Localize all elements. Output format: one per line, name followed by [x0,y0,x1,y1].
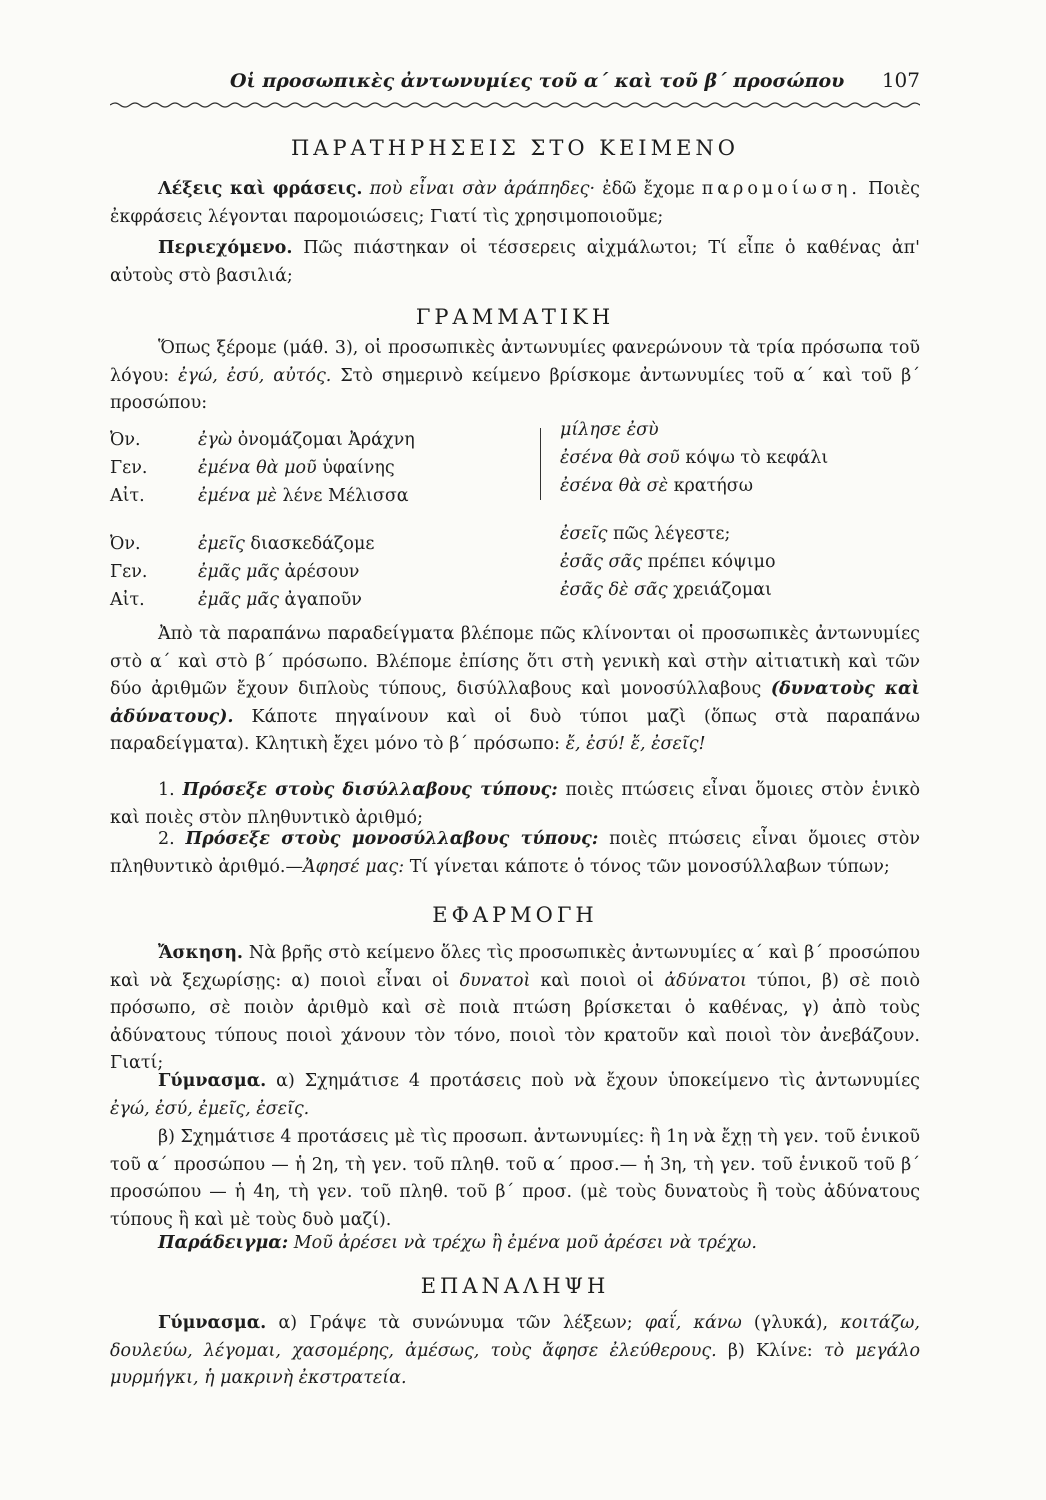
words-phrases-paragraph [110,176,920,231]
gym-a-pronouns: ἐγώ, ἐσύ, ἐμεῖς, ἐσεῖς. [110,1098,310,1119]
grammar-intro-pronouns: ἐγώ, ἐσύ, αὐτός. [178,365,332,386]
pronoun-example-right: ἐσένα θὰ σοῦ κόψω τὸ κεφάλι [560,448,829,468]
note1-number: 1. [158,780,175,800]
explain-vocative: ἔ, ἐσύ! ἔ, ἐσεῖς! [565,734,706,754]
note2-label: Πρόσεξε στοὺς μονοσύλλαβους τύπους: [185,829,599,849]
note2-number: 2. [158,829,175,849]
words-question: Ποιὲς ἐκφράσεις λέγονται παρομοιώσεις; Γιατί τὶς χρησιμοποιοῦμε; [110,179,920,227]
note1-text: ποιὲς πτώσεις εἶναι ὅμοιες στὸν ἑνικὸ καὶ ποιὲς στὸν πληθυντικὸ ἀριθμό; [110,780,920,828]
content-label: Περιεχόμενο. [158,238,293,258]
example-text: Μοῦ ἀρέσει νὰ τρέχω ἢ ἐμένα μοῦ ἀρέσει νὰ τρέχω. [293,1233,757,1253]
pronoun-example-right: ἐσᾶς δὲ σᾶς χρειάζομαι [560,580,772,600]
gym-label: Γύμνασμα. [158,1071,267,1091]
case-label: Γεν. [110,562,148,582]
note1-label: Πρόσεξε στοὺς δισύλλαβους τύπους: [182,780,558,800]
exercise-label: Ἄσκηση. [158,943,244,963]
pronoun-example-right: μίλησε ἐσὺ [560,420,659,440]
note2-text: ποιὲς πτώσεις εἶναι ὅμοιες στὸν πληθυντικὸ ἀριθμό.— [110,829,920,877]
words-label: Λέξεις καὶ φράσεις. [158,179,363,199]
case-label: Ὀν. [110,534,141,554]
example-label: Παράδειγμα: [158,1233,289,1253]
exercise-strong: δυνατοὶ [459,970,531,991]
pronoun-example-right: ἐσένα θὰ σὲ κρατήσω [560,476,754,496]
running-head [110,68,920,98]
section-heading-observations: ΠΑΡΑΤΗΡΗΣΕΙΣ ΣΤΟ ΚΕΙΜΕΝΟ [290,136,740,160]
grammar-note-1 [110,777,920,832]
gym-a: α) Σχημάτισε 4 προτάσεις ποὺ νὰ ἔχουν ὑποκείμενο τὶς ἀντωνυμίες [276,1071,920,1091]
explain-paren: (δυνατοὺς καὶ ἀδύνατους). [110,679,920,727]
note2-end: Τί γίνεται κάποτε ὁ τόνος τῶν μονοσύλλαβων τύπων; [409,856,890,877]
words-phrase: ποὺ εἶναι σὰν ἀράπηδες· [369,179,596,199]
section-heading-grammar: ΓΡΑΜΜΑΤΙΚΗ [415,305,615,329]
content-paragraph [110,235,920,290]
explain-b: Κάποτε πηγαίνουν καὶ οἱ δυὸ τύποι μαζὶ (ὅπως στὰ παραπάνω παραδείγματα). Κλητικὴ ἔχει μόνο τὸ β΄ πρόσωπο: [110,706,920,754]
review-words-b: κοιτάζω, δουλεύω, λέγομαι, χασομέρης, ἀμέσως, τοὺς ἄφησε ἐλεύθερους. [110,1313,920,1361]
pronoun-example: ἐμένα μὲ λένε Μέλισσα [198,486,409,506]
running-title: Οἱ προσωπικὲς ἀντωνυμίες τοῦ α΄ καὶ τοῦ β΄ προσώπου [230,70,845,92]
pronoun-example: ἐγὼ ὀνομάζομαι Ἀράχνη [198,430,415,450]
review-text-b: β) Κλίνε: [727,1340,813,1361]
gym-a-paragraph [110,1068,920,1123]
case-label: Αἰτ. [110,486,145,506]
declension-table [110,422,920,622]
exercise-weak: ἀδύνατοι [664,970,747,991]
case-label: Ὀν. [110,430,141,450]
case-label: Αἰτ. [110,590,145,610]
explain-a: Ἀπὸ τὰ παραπάνω παραδείγματα βλέπομε πῶς κλίνονται οἱ προσωπικὲς ἀντωνυμίες στὸ α΄ καὶ στὸ β΄ πρόσωπο. Βλέπομε ἐπίσης ὅτι στὴ γενικὴ καὶ στὴν αἰτιατικὴ καὶ τῶν δύο ἀριθμῶν ἔχουν διπλοὺς τύπους, δισύλλαβους καὶ μονοσύλλαβους [110,624,920,699]
pronoun-example: ἐμᾶς μᾶς ἀρέσουν [198,562,360,582]
example-paragraph [110,1230,920,1258]
pronoun-example-right: ἐσεῖς πῶς λέγεστε; [560,524,731,544]
review-words: φαΐ, κάνω [644,1313,742,1333]
exercise-a: Νὰ βρῆς στὸ κείμενο ὅλες τὶς προσωπικὲς ἀντωνυμίες α΄ καὶ β΄ προσώπου καὶ νὰ ξεχωρίσῃς: α) ποιοὶ εἶναι οἱ [110,943,920,991]
exercise-paragraph [110,940,920,1078]
column-divider [540,428,541,500]
review-text-a: α) Γράψε τὰ συνώνυμα τῶν λέξεων; [278,1313,633,1333]
review-words-paren: (γλυκά), [753,1313,829,1333]
grammar-note-2 [110,826,920,881]
review-decline: τὸ μεγάλο μυρμήγκι, ἡ μακρινὴ ἐκστρατεία. [110,1340,920,1388]
grammar-explanation [110,621,920,759]
content-text: Πῶς πιάστηκαν οἱ τέσσερεις αἰχμάλωτοι; Τί εἶπε ὁ καθένας ἀπ' αὐτοὺς στὸ βασιλιά; [110,238,920,286]
case-label: Γεν. [110,458,148,478]
exercise-mid: καὶ ποιοὶ οἱ [540,970,655,991]
pronoun-example: ἐμεῖς διασκεδάζομε [198,534,375,554]
pronoun-example-right: ἐσᾶς σᾶς πρέπει κόψιμο [560,552,776,572]
section-heading-application: ΕΦΑΡΜΟΓΗ [432,903,598,927]
words-term: παρομοίωση. [701,179,861,199]
pronoun-example: ἐμένα θὰ μοῦ ὑφαίνης [198,458,395,478]
review-paragraph [110,1310,920,1393]
grammar-intro [110,335,920,418]
pronoun-example: ἐμᾶς μᾶς ἀγαποῦν [198,590,362,610]
page-number: 107 [881,68,920,92]
wavy-rule-ornament [110,100,920,110]
exercise-b: τύποι, β) σὲ ποιὸ πρόσωπο, σὲ ποιὸν ἀριθμὸ καὶ σὲ ποιὰ πτώση βρίσκεται ὁ καθένας, γ) ἀπὸ τοὺς ἀδύνατους τύπους ποιοὶ χάνουν τὸν τόνο, ποιοὶ τὸν κρατοῦν καὶ ποιοὶ τὸν ἀνεβάζουν. Γιατί; [110,970,921,1073]
words-text: ἐδῶ ἔχομε [602,179,695,199]
grammar-intro-a: Ὅπως ξέρομε (μάθ. 3), οἱ προσωπικὲς ἀντωνυμίες φανερώνουν τὰ τρία πρόσωπα τοῦ λόγου: [110,338,920,386]
note2-hint: Ἀφησέ μας: [302,856,405,877]
review-gym-label: Γύμνασμα. [158,1313,267,1333]
grammar-intro-b: Στὸ σημερινὸ κείμενο βρίσκομε ἀντωνυμίες τοῦ α΄ καὶ τοῦ β΄ προσώπου: [110,365,920,413]
section-heading-review: ΕΠΑΝΑΛΗΨΗ [420,1274,610,1298]
gym-b-paragraph: β) Σχημάτισε 4 προτάσεις μὲ τὶς προσωπ. ἀντωνυμίες: ἢ 1η νὰ ἔχῃ τὴ γεν. τοῦ ἑνικοῦ τοῦ α΄ προσώπου — ἡ 2η, τὴ γεν. τοῦ πληθ. τοῦ α΄ προσ.— ἡ 3η, τὴ γεν. τοῦ ἑνικοῦ τοῦ β΄ προσώπου — ἡ 4η, τὴ γεν. τοῦ πληθ. τοῦ β΄ προσ. (μὲ τοὺς δυνατοὺς ἢ τοὺς ἀδύνατους τύπους ἢ καὶ μὲ τοὺς δυὸ μαζί). [110,1127,920,1230]
